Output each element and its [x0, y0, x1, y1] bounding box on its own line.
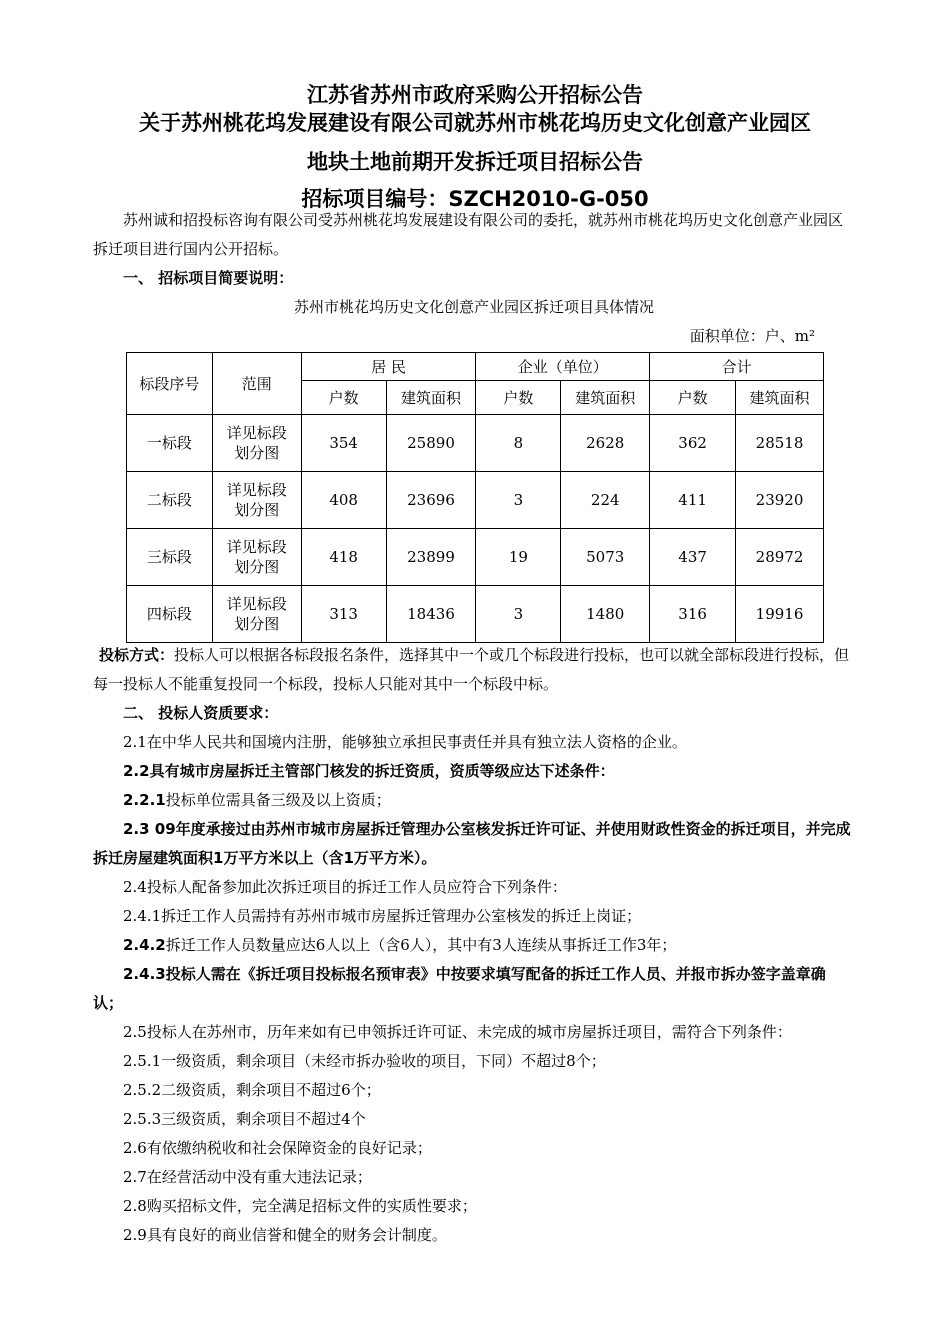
requirement-text: 投标人配备参加此次拆迁项目的拆迁工作人员应符合下列条件：: [146, 878, 567, 896]
requirement-item: [93, 1105, 855, 1134]
cell-total-area: 28518: [736, 415, 824, 472]
cell-total-households: 411: [650, 472, 736, 529]
cell-scope: 详见标段划分图: [212, 415, 301, 472]
header-total-area: 建筑面积: [736, 381, 824, 415]
header-resident: 居 民: [301, 353, 476, 381]
cell-resident-area: 25890: [386, 415, 476, 472]
cell-resident-area: 18436: [386, 586, 476, 643]
requirement-item: [93, 1192, 855, 1221]
section2-heading: 二、 投标人资质要求：: [123, 704, 279, 722]
requirement-number: 2.1: [123, 733, 147, 751]
requirement-number: 2.5.1: [123, 1052, 162, 1070]
bid-method-text: 投标人可以根据各标段报名条件，选择其中一个或几个标段进行投标，也可以就全部标段进行投标，但每一投标人不能重复投同一个标段，投标人只能对其中一个标段中标。: [93, 646, 850, 693]
cell-seq: 一标段: [127, 415, 213, 472]
requirement-text: 在经营活动中没有重大违法记录；: [146, 1168, 372, 1186]
header-scope: 范围: [212, 353, 301, 415]
requirement-text: 拆迁工作人员需持有苏州市城市房屋拆迁管理办公室核发的拆迁上岗证；: [161, 907, 642, 925]
requirement-number: 2.9: [123, 1226, 147, 1244]
cell-scope: 详见标段划分图: [212, 472, 301, 529]
requirement-text: 投标单位需具备三级及以上资质；: [165, 791, 391, 809]
requirement-text: 在中华人民共和国境内注册，能够独立承担民事责任并具有独立法人资格的企业。: [146, 733, 687, 751]
header-enterprise-households: 户数: [476, 381, 561, 415]
cell-total-households: 316: [650, 586, 736, 643]
cell-total-households: 437: [650, 529, 736, 586]
notice-title-line1: 江苏省苏州市政府采购公开招标公告: [307, 83, 643, 107]
requirement-number: 2.4.1: [123, 907, 162, 925]
project-table: [126, 352, 824, 643]
header-enterprise: 企业（单位）: [476, 353, 650, 381]
bid-method-paragraph: [93, 641, 855, 699]
table-row: [127, 415, 824, 472]
cell-resident-households: 408: [301, 472, 386, 529]
requirement-item: [93, 1134, 855, 1163]
requirement-text: 具有良好的商业信誉和健全的财务会计制度。: [146, 1226, 447, 1244]
cell-enterprise-households: 8: [476, 415, 561, 472]
requirement-text: 二级资质，剩余项目不超过6个；: [161, 1081, 381, 1099]
header-enterprise-area: 建筑面积: [561, 381, 650, 415]
requirement-number: 2.6: [123, 1139, 147, 1157]
requirement-text: 有依缴纳税收和社会保障资金的良好记录；: [146, 1139, 432, 1157]
requirement-text: 三级资质，剩余项目不超过4个: [161, 1110, 366, 1128]
requirement-text: 拆迁工作人员数量应达6人以上（含6人），其中有3人连续从事拆迁工作3年；: [165, 936, 677, 954]
requirement-number: 2.2.1: [123, 791, 166, 809]
cell-total-area: 19916: [736, 586, 824, 643]
cell-enterprise-households: 3: [476, 586, 561, 643]
cell-resident-households: 313: [301, 586, 386, 643]
requirement-number: 2.8: [123, 1197, 147, 1215]
requirement-item: [93, 902, 855, 931]
requirement-item: [93, 1076, 855, 1105]
requirement-item: [93, 757, 855, 786]
cell-seq: 三标段: [127, 529, 213, 586]
header-resident-area: 建筑面积: [386, 381, 476, 415]
requirement-item: [93, 1047, 855, 1076]
table-row: [127, 586, 824, 643]
requirement-item: [93, 1221, 855, 1250]
requirement-number: 2.3: [123, 820, 150, 838]
requirement-number: 2.4.2: [123, 936, 166, 954]
project-number: 招标项目编号：SZCH2010-G-050: [301, 187, 649, 211]
table-row: [127, 529, 824, 586]
requirement-number: 2.2: [123, 762, 150, 780]
table-row: [127, 472, 824, 529]
requirement-number: 2.5: [123, 1023, 147, 1041]
cell-resident-households: 354: [301, 415, 386, 472]
header-seq: 标段序号: [127, 353, 213, 415]
requirement-text: 投标人在苏州市，历年来如有已申领拆迁许可证、未完成的城市房屋拆迁项目，需符合下列条件：: [146, 1023, 792, 1041]
requirement-item: [93, 931, 855, 960]
requirement-number: 2.7: [123, 1168, 147, 1186]
requirement-number: 2.4.3: [123, 965, 166, 983]
requirement-number: 2.4: [123, 878, 147, 896]
requirement-text: 购买招标文件，完全满足招标文件的实质性要求；: [146, 1197, 477, 1215]
bid-method-label: 投标方式：: [99, 646, 175, 664]
cell-enterprise-area: 224: [561, 472, 650, 529]
cell-enterprise-area: 1480: [561, 586, 650, 643]
requirement-text: 一级资质，剩余项目（未经市拆办验收的项目，下同）不超过8个；: [161, 1052, 606, 1070]
requirement-text: 09年度承接过由苏州市城市房屋拆迁管理办公室核发拆迁许可证、并使用财政性资金的拆迁项目，并完成拆迁房屋建筑面积1万平方米以上（含1万平方米）。: [93, 820, 851, 867]
cell-enterprise-households: 3: [476, 472, 561, 529]
cell-enterprise-area: 5073: [561, 529, 650, 586]
requirement-number: 2.5.2: [123, 1081, 162, 1099]
requirement-number: 2.5.3: [123, 1110, 162, 1128]
notice-title-line2: 关于苏州桃花坞发展建设有限公司就苏州市桃花坞历史文化创意产业园区: [139, 111, 811, 135]
requirement-item: [93, 815, 855, 873]
header-total: 合计: [650, 353, 824, 381]
cell-seq: 二标段: [127, 472, 213, 529]
requirement-text: 投标人需在《拆迁项目投标报名预审表》中按要求填写配备的拆迁工作人员、并报市拆办签字盖章确认；: [93, 965, 826, 1012]
table-caption: 苏州市桃花坞历史文化创意产业园区拆迁项目具体情况: [293, 298, 654, 316]
cell-enterprise-area: 2628: [561, 415, 650, 472]
notice-title-line3: 地块土地前期开发拆迁项目招标公告: [307, 150, 643, 174]
header-resident-households: 户数: [301, 381, 386, 415]
requirement-item: [93, 873, 855, 902]
cell-resident-area: 23899: [386, 529, 476, 586]
cell-scope: 详见标段划分图: [212, 586, 301, 643]
cell-enterprise-households: 19: [476, 529, 561, 586]
requirement-text: 具有城市房屋拆迁主管部门核发的拆迁资质，资质等级应达下述条件：: [149, 762, 615, 780]
requirement-item: [93, 960, 855, 1018]
cell-resident-area: 23696: [386, 472, 476, 529]
intro-paragraph: 苏州诚和招投标咨询有限公司受苏州桃花坞发展建设有限公司的委托，就苏州市桃花坞历史文化创意产业园区拆迁项目进行国内公开招标。: [93, 211, 844, 258]
cell-resident-households: 418: [301, 529, 386, 586]
cell-total-area: 23920: [736, 472, 824, 529]
requirement-item: [93, 1018, 855, 1047]
cell-total-area: 28972: [736, 529, 824, 586]
area-unit: 面积单位：户、m²: [689, 327, 815, 345]
requirement-item: [93, 1163, 855, 1192]
requirement-item: [93, 786, 855, 815]
cell-scope: 详见标段划分图: [212, 529, 301, 586]
cell-seq: 四标段: [127, 586, 213, 643]
section1-heading: 一、 招标项目简要说明：: [123, 269, 294, 287]
cell-total-households: 362: [650, 415, 736, 472]
header-total-households: 户数: [650, 381, 736, 415]
requirement-item: [93, 728, 855, 757]
